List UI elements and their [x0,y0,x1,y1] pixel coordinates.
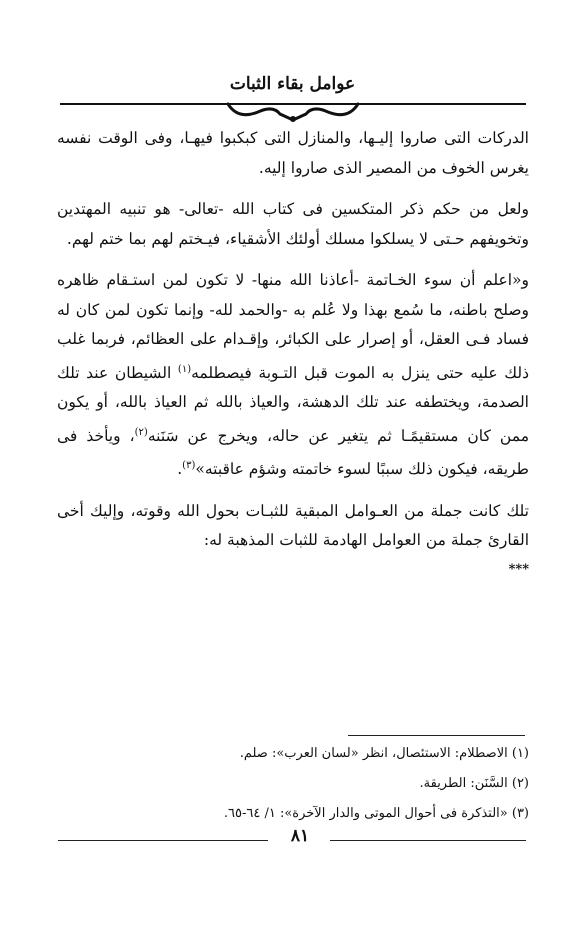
footnote-3: (٣) «التذكرة فى أحوال الموتى والدار الآخرة»: ١/ ٦٤-٦٥. [223,806,529,821]
section-separator: *** [508,561,529,577]
paragraph-3: و«اعلم أن سوء الخـاتمة -أعاذنا الله منها- لا تكون لمن استـقام ظاهره وصلح باطنه، ما سُمع بهذا ولا عُلم به -والحمد لله- وإنما تكون لمن كان له فساد فـى العقل، أو إصرار على الكبائر، وإقـدام على العظائم، فربما غلب ذلك عليه حتى ينزل به الموت قبل التـوبة فيصطلمه$^{(١)}$ الشيطان عند تلك الصدمة، ويختطفه عند تلك الدهشة، والعياذ بالله ثم العياذ بالله، أو يكون ممن كان مستقيمًـا ثم يتغير عن حاله، ويخرج عن سَنَنه$^{(٢)}$، ويأخذ فى طريقه، فيكون ذلك سببًا لسوء خاتمته وشؤم عاقبته»$^{(٣)}$. [57,271,529,479]
paragraph-1: الدركات التى صاروا إليـها، والمنازل التى كبكبوا فيهـا، وفى الوقت نفسه يغرس الخوف من المصير الذى صاروا إليه. [57,129,529,177]
running-header-title: عوامل بقاء الثبات [229,74,356,94]
paragraph-3-part-c: ، ويأخذ فى طريقه، فيكون ذلك سببًا لسوء خاتمته وشؤم عاقبته» [57,426,529,479]
footnote-rule [348,735,525,736]
footnote-2: (٢) السَّنَن: الطريقة. [419,776,529,791]
page-number: ٨١ [290,826,310,846]
paragraph-3-part-a: و«اعلم أن سوء الخـاتمة -أعاذنا الله منها- لا تكون لمن استـقام ظاهره وصلح باطنه، ما سُمع بهذا ولا عُلم به -والحمد لله- وإنما تكون لمن كان له فساد فـى العقل، أو إصرار على الكبائر، وإقـدام على العظائم، فربما غلب ذلك عليه حتى ينزل به الموت قبل التـوبة فيصطلمه [57,271,529,382]
page-number-rule-right [330,840,526,841]
footnote-1: (١) الاصطلام: الاستئصال، انظر «لسان العرب»: صلم. [239,746,529,761]
main-text [57,124,529,577]
paragraph-2: ولعل من حكم ذكر المتكسين فى كتاب الله -تعالى- هو تنبيه المهتدين وتخويفهم حـتى لا يسلكوا مسلك أولئك الأشقياء، فيـختم لهم بما ختم لهم. [57,200,529,248]
page-number-rule-left [58,840,268,841]
footnote-ref-3: (٣) [182,460,196,472]
footnote-ref-2: (٢) [134,426,148,438]
paragraph-4: تلك كانت جملة من العـوامل المبقية للثبـات بحول الله وقوته، وإليك أخى القارئ جملة من العوامل الهادمة للثبات المذهبة له: [57,501,529,550]
header-ornament [58,100,528,124]
footnote-ref-1: (١) [177,363,192,375]
paragraph-3-part-b: الشيطان عند تلك الصدمة، ويختطفه عند تلك الدهشة، والعياذ بالله ثم العياذ بالله، أو يكون ممن كان مستقيمًـا ثم يتغير عن حاله، ويخرج عن سَنَنه [57,363,529,445]
footnotes [57,739,529,829]
